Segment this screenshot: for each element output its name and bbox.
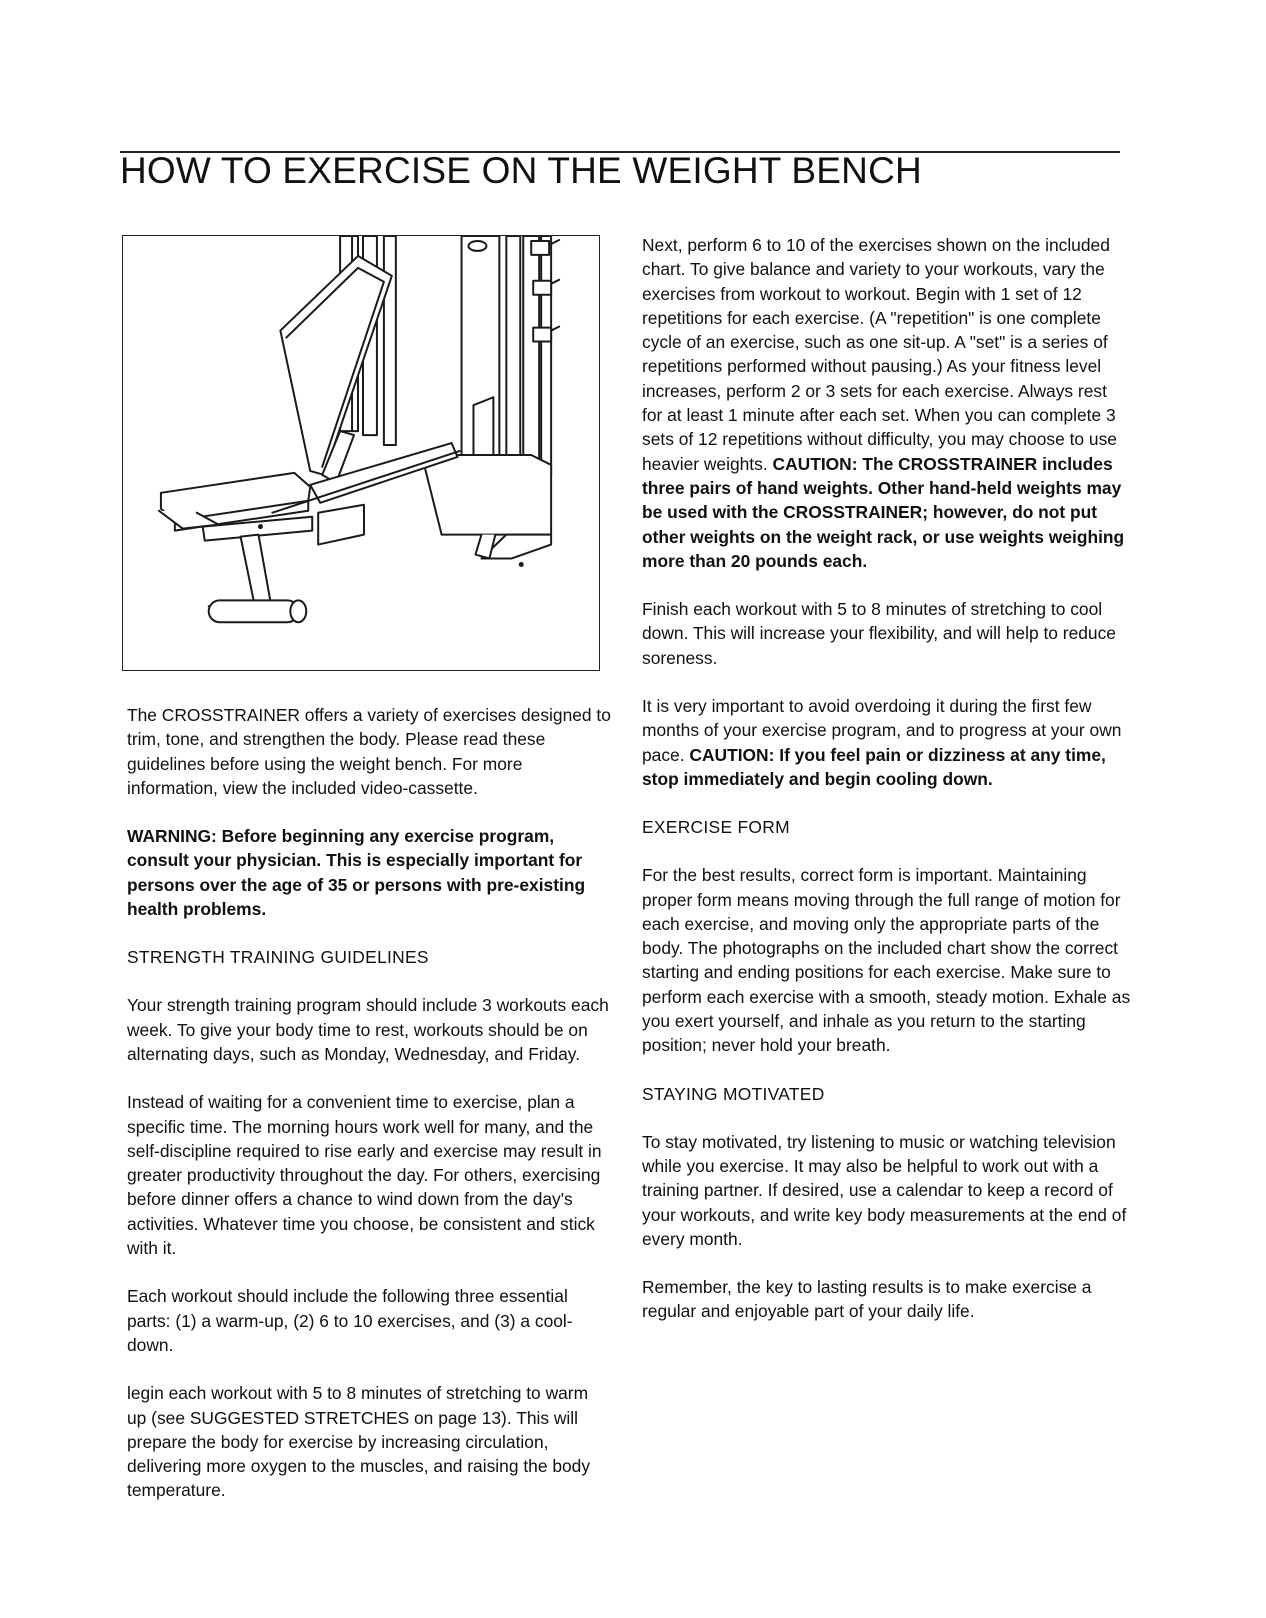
intro-paragraph: The CROSSTRAINER offers a variety of exercises designed to trim, tone, and strengthen the body. Please read these guidelines before using the weight bench. For more information, view the included video-cassette. (127, 705, 611, 798)
page-title: HOW TO EXERCISE ON THE WEIGHT BENCH (120, 150, 922, 191)
warning-paragraph: WARNING: Before beginning any exercise program, consult your physician. This is especially important for persons over the age of 35 or persons with pre-existing health problems. (127, 826, 586, 920)
weight-bench-illustration (123, 236, 599, 670)
overdoing-text: It is very important to avoid overdoing it during the first few months of your exercise program, and to progress at your own pace. (642, 696, 1122, 765)
left-column (127, 703, 612, 1527)
weight-bench-figure (122, 235, 600, 671)
strength-paragraph-parts: Each workout should include the following three essential parts: (1) a warm-up, (2) 6 to 10 exercises, and (3) a cool-down. (127, 1286, 573, 1355)
caution-pain: CAUTION: If you feel pain or dizziness at any time, stop immediately and begin cooling down. (642, 744, 1106, 789)
strength-paragraph-timing: Instead of waiting for a convenient time to exercise, plan a specific time. The morning hours work well for many, and the self-discipline required to rise early and exercise may result in greater productivity throughout the day. For others, exercising before dinner offers a chance to wind down from the day's activities. Whatever time you choose, be consistent and stick with it. (127, 1092, 602, 1259)
exercise-form-paragraph: For the best results, correct form is important. Maintaining proper form means moving through the full range of motion for each exercise, and moving only the appropriate parts of the body. The photographs on the included chart show the correct starting and ending positions for each exercise. Make sure to perform each exercise with a smooth, steady motion. Exhale as you exert yourself, and inhale as you return to the starting position; never hold your breath. (642, 865, 1131, 1056)
overdoing-paragraph (642, 694, 1132, 791)
right-column (642, 233, 1132, 1348)
staying-motivated-heading: STAYING MOTIVATED (642, 1083, 825, 1104)
strength-paragraph-schedule: Your strength training program should include 3 workouts each week. To give your body time to rest, workouts should be on alternating days, such as Monday, Wednesday, and Friday. (127, 995, 609, 1064)
exercises-text: Next, perform 6 to 10 of the exercises shown on the included chart. To give balance and variety to your workouts, vary the exercises from workout to workout. Begin with 1 set of 12 repetitions for each exercise. (A "repetition" is one complete cycle of an exercise, such as one sit-up. A "set" is a series of repetitions performed without pausing.) As your fitness level increases, perform 2 or 3 sets for each exercise. Always rest for at least 1 minute after each set. When you can complete 3 sets of 12 repetitions without difficulty, you may choose to use heavier weights. (642, 235, 1117, 474)
cooldown-paragraph: Finish each workout with 5 to 8 minutes of stretching to cool down. This will increase your flexibility, and will help to reduce soreness. (642, 599, 1116, 668)
staying-motivated-paragraph: To stay motivated, try listening to music or watching television while you exercise. It may also be helpful to work out with a training partner. If desired, use a calendar to keep a record of your workouts, and write key body measurements at the end of every month. (642, 1131, 1127, 1249)
caution-weights: CAUTION: The CROSSTRAINER includes three pairs of hand weights. Other hand-held weights may be used with the CROSSTRAINER; however, do not put other weights on the weight rack, or use weights weighing more than 20 pounds each. (642, 453, 1125, 571)
strength-paragraph-warmup: legin each workout with 5 to 8 minutes of stretching to warm up (see SUGGESTED STRETCHES on page 13). This will prepare the body for exercise by increasing circulation, delivering more oxygen to the muscles, and raising the body temperature. (127, 1383, 591, 1501)
exercise-form-heading: EXERCISE FORM (642, 817, 790, 838)
strength-training-heading: STRENGTH TRAINING GUIDELINES (127, 947, 429, 968)
remember-paragraph: Remember, the key to lasting results is to make exercise a regular and enjoyable part of your daily life. (642, 1277, 1092, 1322)
exercises-paragraph (642, 233, 1132, 573)
